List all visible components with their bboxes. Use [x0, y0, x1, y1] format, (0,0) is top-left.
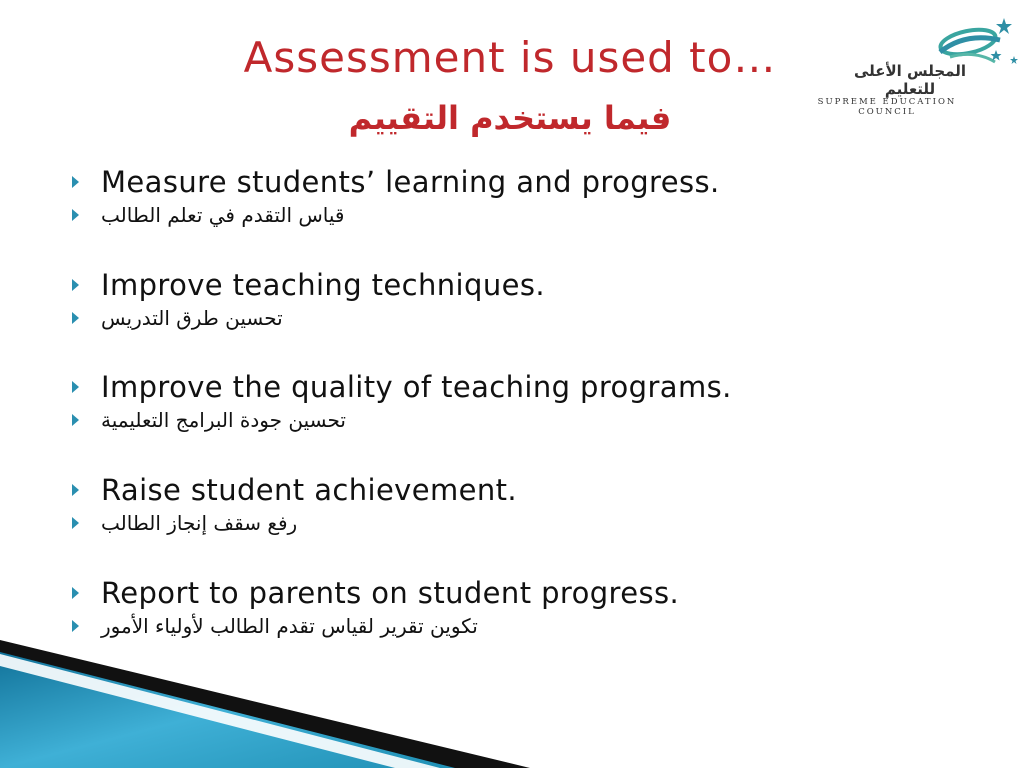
bullet-item-1-ar: [72, 201, 344, 229]
bullet-text-ar: قياس التقدم في تعلم الطالب: [101, 203, 345, 227]
bullet-text-ar: تحسين طرق التدريس: [101, 306, 283, 330]
bullet-arrow-icon: [72, 209, 79, 221]
bullet-arrow-icon: [72, 381, 79, 393]
bullet-arrow-icon: [72, 279, 79, 291]
slide-title-arabic: فيما يستخدم التقييم: [348, 99, 672, 137]
bullet-item-1-en: [72, 164, 720, 200]
bullet-item-2-en: [72, 267, 545, 303]
bullet-arrow-icon: [72, 484, 79, 496]
footer-decorative-swoosh: [0, 600, 1024, 768]
bullet-arrow-icon: [72, 587, 79, 599]
logo-arabic-name: المجلس الأعلى للتعليم: [853, 62, 967, 98]
slide-title-english: Assessment is used to…: [243, 33, 777, 82]
supreme-education-council-logo: [790, 12, 1020, 117]
bullet-text-ar: تكوين تقرير لقياس تقدم الطالب لأولياء الأمور: [101, 614, 478, 638]
logo-english-name: SUPREME EDUCATION COUNCIL: [817, 97, 957, 117]
bullet-arrow-icon: [72, 414, 79, 426]
bullet-text-en: Improve teaching techniques.: [101, 268, 545, 302]
bullet-text-ar: تحسين جودة البرامج التعليمية: [101, 408, 346, 432]
bullet-item-2-ar: [72, 304, 283, 332]
bullet-text-ar: رفع سقف إنجاز الطالب: [101, 511, 298, 535]
bullet-item-3-ar: [72, 406, 346, 434]
bullet-arrow-icon: [72, 176, 79, 188]
bullet-item-4-ar: [72, 509, 297, 537]
bullet-text-en: Improve the quality of teaching programs.: [101, 370, 732, 404]
bullet-text-en: Report to parents on student progress.: [101, 576, 680, 610]
bullet-text-en: Measure students’ learning and progress.: [101, 165, 720, 199]
bullet-text-en: Raise student achievement.: [101, 473, 518, 507]
bullet-arrow-icon: [72, 517, 79, 529]
bullet-item-4-en: [72, 472, 517, 508]
bullet-arrow-icon: [72, 312, 79, 324]
bullet-item-3-en: [72, 369, 732, 405]
